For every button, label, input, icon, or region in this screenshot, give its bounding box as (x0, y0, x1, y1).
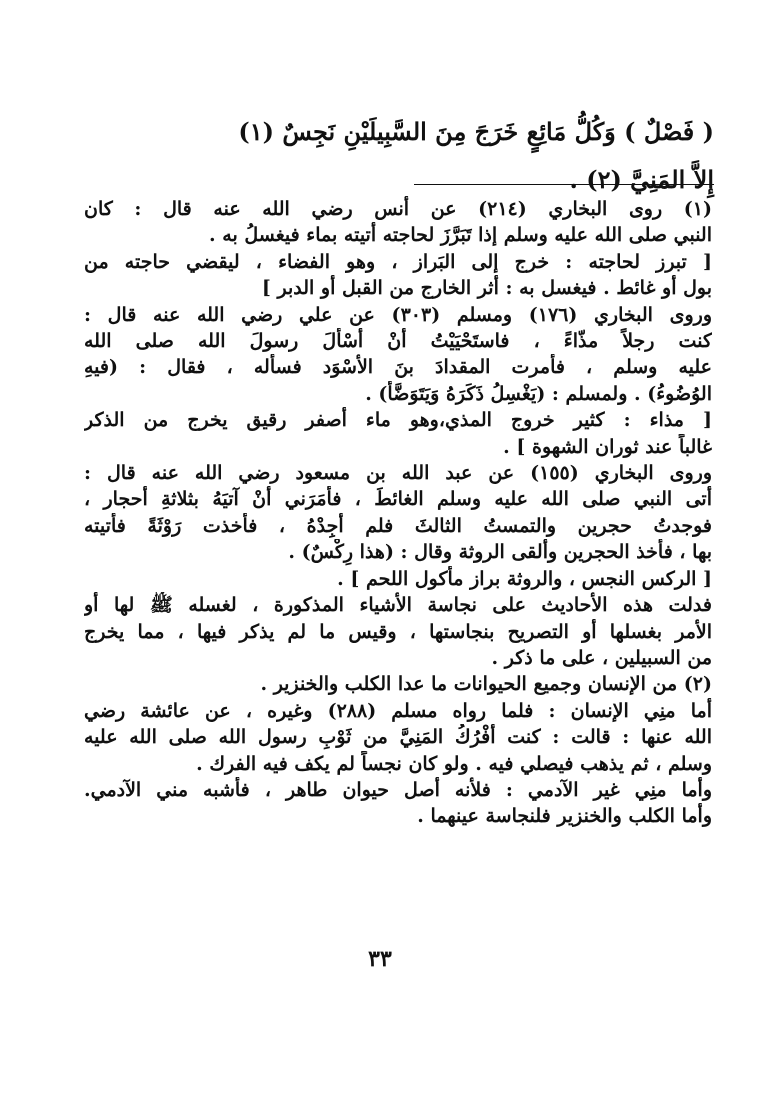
main-text-line: إِلاَّ المَنِيَّ (٢) . (569, 165, 714, 194)
page-number: ٣٣ (368, 946, 392, 972)
footnotes (84, 196, 712, 830)
footnote-line: بول أو غائط . فيغسل به : أثر الخارج من القبل أو الدبر ] (261, 277, 712, 300)
footnote-line: (١) روى البخاري (٢١٤) عن أنس رضي الله عنه قال : كان (84, 198, 712, 220)
footnote-line: [ مذاء : كثير خروج المذي،وهو ماء أصفر رقيق يخرج من الذكر (84, 409, 712, 432)
footnote-line: [ الركس النجس ، والروثة براز مأكول اللحم ] . (337, 567, 712, 590)
footnote-line: النبي صلى الله عليه وسلم إذا تَبَرَّزَ لحاجته أتيته بماء فيغسلُ به . (209, 224, 712, 247)
footnote-line: وروى البخاري (١٧٦) ومسلم (٣٠٣) عن علي رضي الله عنه قال : (84, 303, 712, 326)
footnote-separator (414, 184, 714, 185)
footnote-line: الله عنها : قالت : كنت أفْرُكُ المَنِيَّ من ثَوْبِ رسول الله صلى الله عليه (84, 726, 712, 749)
footnote-line: وأما الكلب والخنزير فلنجاسة عينهما . (417, 805, 712, 828)
footnote-line: أما منِي الإنسان : فلما رواه مسلم (٢٨٨) وغيره ، عن عائشة رضي (84, 699, 712, 722)
footnote-line: فدلت هذه الأحاديث على نجاسة الأشياء المذكورة ، لغسله ﷺ لها أو (84, 594, 712, 617)
footnote-line: [ تبرز لحاجته : خرج إلى البَراز ، وهو الفضاء ، ليقضي حاجته من (84, 250, 712, 273)
footnote-line: فوجدتُ حجرين والتمستُ الثالثَ فلم أجِدْهُ ، فأخذت رَوْثَةً فأتيته (84, 514, 712, 537)
footnote-line: بها ، فأخذ الحجرين وألقى الروثة وقال : (هذا رِكْسٌ) . (288, 541, 712, 564)
footnote-line: وسلم ، ثم يذهب فيصلي فيه . ولو كان نجساً لم يكف فيه الفرك . (196, 752, 712, 775)
footnote-line: الوُضُوءُ) . ولمسلم : (يَغْسِلُ ذَكَرَهُ وَيَتَوَضَّأ) . (365, 382, 712, 405)
main-text-line: ( فَصْلٌ ) وَكُلُّ مَائِعٍ خَرَجَ مِنَ السَّبِيلَيْنِ نَجِسٌ (١) (238, 117, 714, 146)
footnote-line: عليه وسلم ، فأمرت المقدادَ بنَ الأسْوَد فسأله ، فقال : (فيهِ (84, 356, 712, 379)
footnote-line: وروى البخاري (١٥٥) عن عبد الله بن مسعود رضي الله عنه قال : (84, 462, 712, 485)
footnote-line: كنت رجلاً مذّاءً ، فاستَحْيَيْتُ أنْ أسْأَلَ رسولَ الله صلى الله (84, 330, 712, 353)
footnote-line: وأما منِي غير الآدمي : فلأنه أصل حيوان طاهر ، فأشبه مني الآدمي. (84, 778, 712, 801)
footnote-line: من السبيلين ، على ما ذكر . (491, 646, 712, 669)
footnote-line: غالباً عند ثوران الشهوة ] . (503, 435, 712, 458)
footnote-line: أتى النبي صلى الله عليه وسلم الغائطَ ، فأمَرَني أنْ آتيَهُ بثلاثةِ أحجار ، (84, 488, 712, 511)
footnote-line: الأمر بغسلها أو التصريح بنجاستها ، وقيس ما لم يذكر فيها ، مما يخرج (84, 620, 712, 643)
footnote-line: (٢) من الإنسان وجميع الحيوانات ما عدا الكلب والخنزير . (260, 673, 712, 696)
main-text (108, 108, 714, 204)
